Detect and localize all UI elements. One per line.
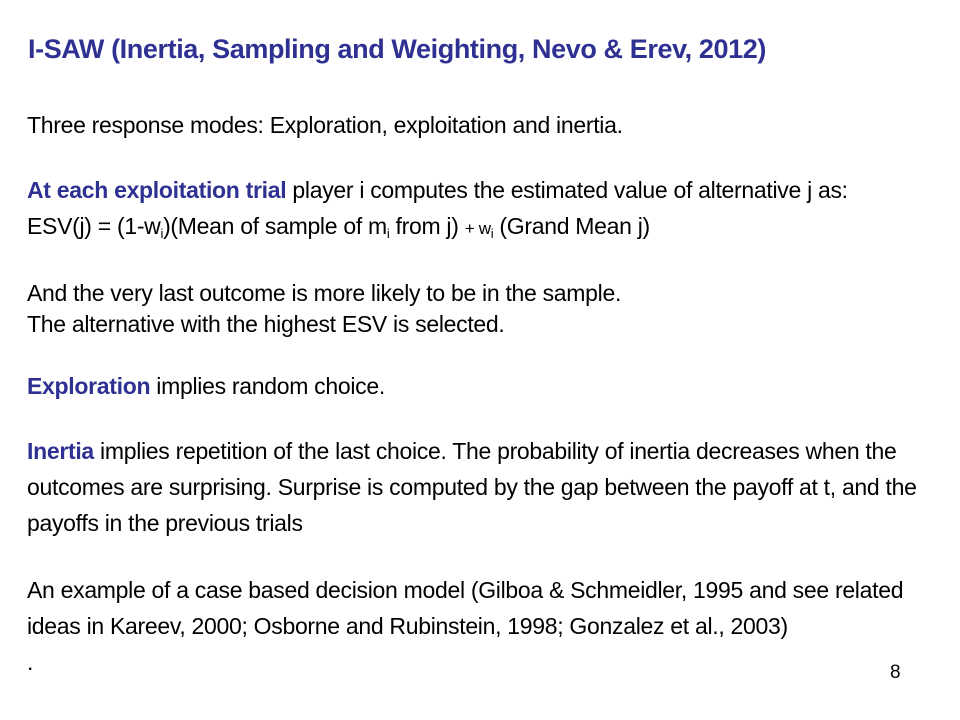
exploration-paragraph — [27, 371, 932, 402]
exploitation-text: player i computes the estimated value of alternative j as: — [286, 177, 848, 203]
inertia-label: Inertia — [27, 438, 94, 464]
trailing-period: . — [27, 649, 34, 675]
page-number: 8 — [890, 662, 901, 683]
slide-body — [27, 110, 932, 680]
slide-title: I-SAW (Inertia, Sampling and Weighting, Nevo & Erev, 2012) — [28, 34, 766, 64]
exploitation-paragraph — [27, 172, 932, 247]
example-paragraph: An example of a case based decision model (Gilboa & Schmeidler, 1995 and see related ideas in Kareev, 2000; Osborne and Rubinstein, 1998; Gonzalez et al., 2003) — [27, 577, 904, 639]
exploitation-label: At each exploitation trial — [27, 177, 287, 203]
inertia-paragraph — [27, 433, 932, 541]
highest-esv-text: The alternative with the highest ESV is selected. — [27, 311, 505, 337]
last-outcome-text: And the very last outcome is more likely to be in the sample. — [27, 280, 622, 306]
exploration-text: implies random choice. — [150, 373, 385, 399]
esv-formula: $ESV(j) = (1-w_i)(Mean$ of sample of $m_i$ from $j) + w_i$ (Grand Mean j) — [27, 213, 650, 241]
exploration-label: Exploration — [27, 373, 151, 399]
response-modes-text: Three response modes: Exploration, exploitation and inertia. — [27, 112, 623, 138]
inertia-text: implies repetition of the last choice. The probability of inertia decreases when the outcomes are surprising. Surprise is computed by the gap between the payoff at t, and the payoffs in the previous trials — [27, 438, 917, 536]
